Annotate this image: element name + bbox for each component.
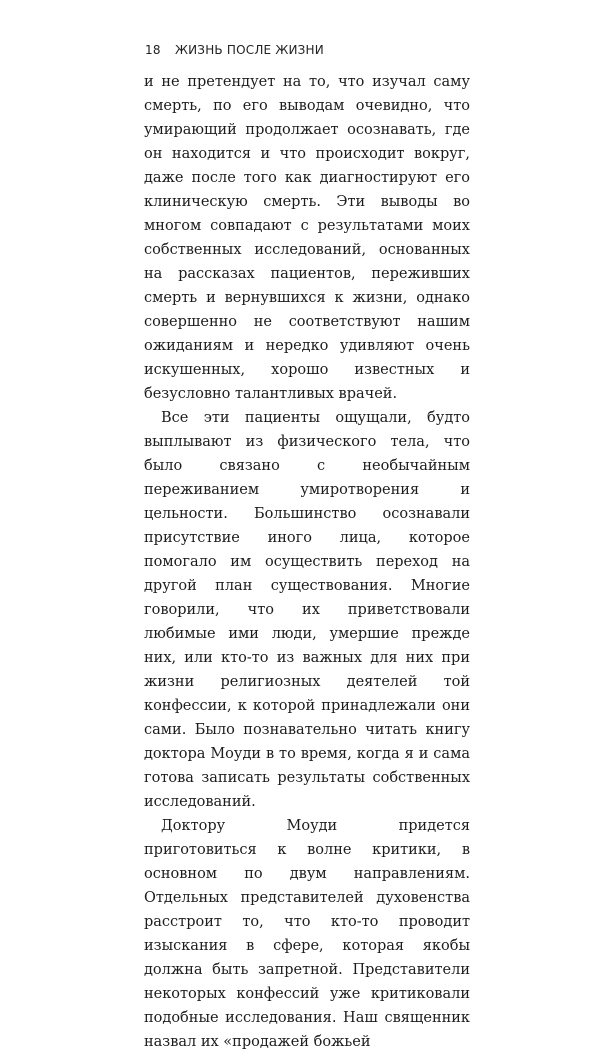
paragraph: Доктору Моуди придется приготовиться к волне критики, в основном по двум направлениям. Отдельных представителей духовенства расстроит то, что кто-то проводит изыскания в сфере, которая якобы должна быть запретной. Представители некоторых конфессий уже критиковали подобные исследования. Наш священник назвал их «продажей божьей xyxy=(144,818,470,1050)
page-number: 18 xyxy=(145,43,161,57)
body-text xyxy=(144,70,470,1054)
running-title: ЖИЗНЬ ПОСЛЕ ЖИЗНИ xyxy=(175,43,324,57)
paragraph: Все эти пациенты ощущали, будто выплывают из физического тела, что было связано с необычайным переживанием умиротворения и цельности. Большинство осознавали присутствие иного лица, которое помогало им осуществить переход на другой план существования. Многие говорили, что их приветствовали любимые ими люди, умершие прежде них, или кто-то из важных для них при жизни религиозных деятелей той конфессии, к которой принадлежали они сами. Было познавательно читать книгу доктора Моуди в то время, когда я и сама готова записать результаты собственных исследований. xyxy=(144,410,470,810)
paragraph: и не претендует на то, что изучал саму смерть, по его выводам очевидно, что умирающий продолжает осознавать, где он находится и что происходит вокруг, даже после того как диагностируют его клиническую смерть. Эти выводы во многом совпадают с результатами моих собственных исследований, основанных на рассказах пациентов, переживших смерть и вернувшихся к жизни, однако совершенно не соответствуют нашим ожиданиям и нередко удивляют очень искушенных, хорошо известных и безусловно талантливых врачей. xyxy=(144,74,470,402)
running-header xyxy=(145,43,324,57)
